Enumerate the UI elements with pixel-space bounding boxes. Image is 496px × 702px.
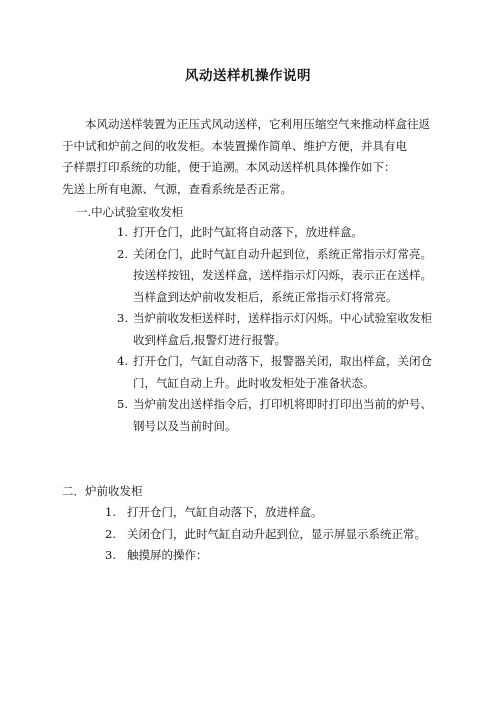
list-item xyxy=(117,308,432,351)
list-item-text: 打开仓门，气缸自动落下，放进样盒。 xyxy=(127,505,323,519)
list-item-number: 4. xyxy=(117,354,128,368)
list-item-line: 打开仓门，此时气缸将自动落下，放进样盒。 xyxy=(133,225,363,239)
list-item-line: 钢号以及当前时间。 xyxy=(133,418,237,433)
list-item-number: 5. xyxy=(117,397,128,411)
list-item xyxy=(105,545,426,567)
list-item xyxy=(117,244,432,309)
section1-heading: 一.中心试验室收发柜 xyxy=(76,205,184,219)
list-item xyxy=(105,502,426,524)
list-item-line: 门，气缸自动上升。此时收发柜处于准备状态。 xyxy=(133,375,375,390)
intro-paragraph xyxy=(62,114,430,200)
list-item-text: 触摸屏的操作： xyxy=(127,548,208,562)
list-item-line: 按送样按钮，发送样盒，送样指示灯闪烁，表示正在送样。 xyxy=(133,268,432,282)
list-item-number: 2. xyxy=(105,526,116,541)
list-item-line: 收到样盒后,报警灯进行报警。 xyxy=(133,332,287,347)
intro-line: 于中试和炉前之间的收发柜。本装置操作简单、维护方便，并具有电 xyxy=(62,138,407,153)
list-item-text: 关闭仓门，此时气缸自动升起到位，显示屏显示系统正常。 xyxy=(127,526,426,541)
list-item-line: 当炉前发出送样指令后，打印机将即时打印出当前的炉号、 xyxy=(133,397,432,411)
list-item-line: 当样盒到达炉前收发柜后，系统正常指示灯将常亮。 xyxy=(133,289,398,304)
list-item-line: 关闭仓门，此时气缸自动升起到位，系统正常指示灯常亮。 xyxy=(133,246,432,261)
section2-list xyxy=(105,502,426,567)
list-item-number: 1. xyxy=(117,225,128,239)
list-item xyxy=(117,351,432,394)
list-item-number: 3. xyxy=(105,548,116,562)
list-item-number: 3. xyxy=(117,311,128,325)
document-title: 风动送样机操作说明 xyxy=(185,68,311,84)
list-item-line: 当炉前收发柜送样时，送样指示灯闪烁。中心试验室收发柜 xyxy=(133,311,432,325)
list-item-number: 2. xyxy=(117,246,128,261)
list-item xyxy=(117,394,432,437)
section2-heading: 二．炉前收发柜 xyxy=(62,484,143,498)
list-item xyxy=(117,222,432,244)
intro-line: 先送上所有电源、气源，查看系统是否正常。 xyxy=(62,181,292,196)
list-item-line: 打开仓门，气缸自动落下，报警器关闭，取出样盒，关闭仓 xyxy=(133,354,432,368)
intro-line: 子样票打印系统的功能，便于追溯。本风动送样机具体操作如下： xyxy=(62,160,396,174)
section1-list xyxy=(117,222,432,437)
list-item xyxy=(105,524,426,546)
intro-line: 本风动送样装置为正压式风动送样，它利用压缩空气来推动样盒往返 xyxy=(85,117,430,131)
list-item-number: 1. xyxy=(105,505,116,519)
